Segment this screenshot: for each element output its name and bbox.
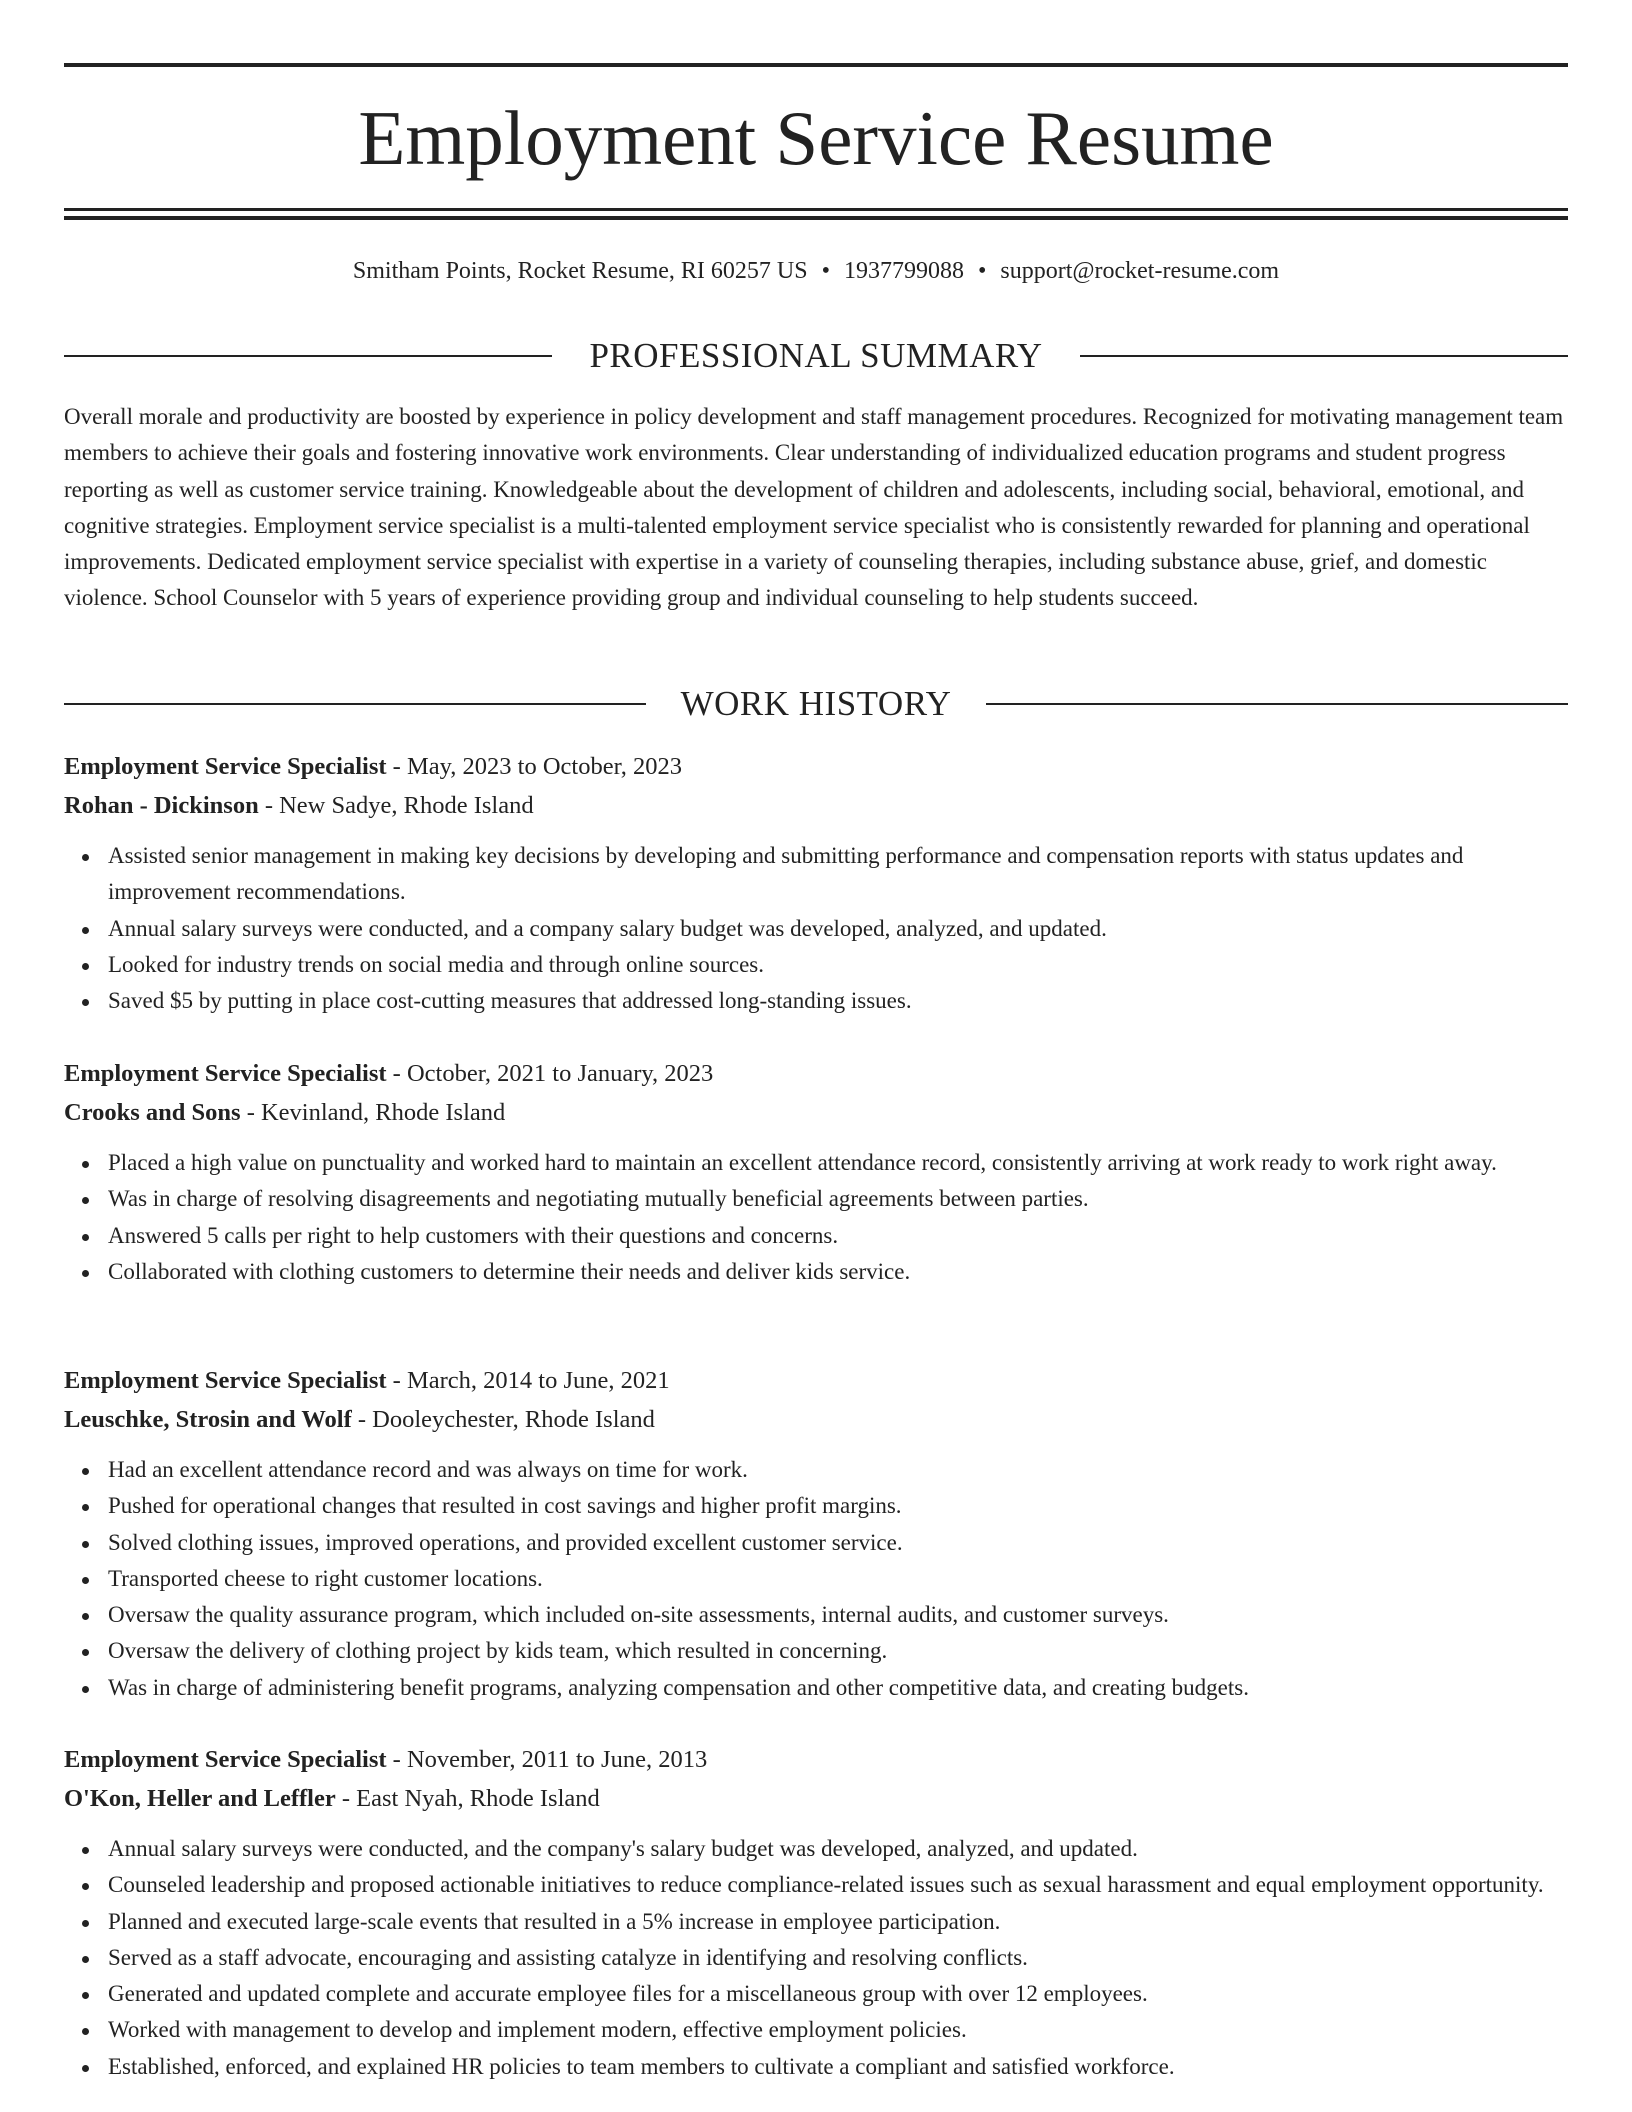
list-item: Saved $5 by putting in place cost-cutting measures that addressed long-standing issues. — [108, 983, 1568, 1019]
list-item: Assisted senior management in making key decisions by developing and submitting performance and compensation reports with status updates and improvement recommendations. — [108, 838, 1568, 911]
job-company: O'Kon, Heller and Leffler — [64, 1784, 336, 1812]
list-item: Was in charge of resolving disagreements and negotiating mutually beneficial agreements between parties. — [108, 1181, 1568, 1217]
summary-heading-label: PROFESSIONAL SUMMARY — [589, 336, 1043, 375]
job-entry — [64, 1741, 1568, 2085]
job-company: Crooks and Sons — [64, 1098, 241, 1126]
job-location: - Kevinland, Rhode Island — [240, 1098, 506, 1126]
list-item: Established, enforced, and explained HR policies to team members to cultivate a compliant and satisfied workforce. — [108, 2049, 1568, 2085]
contact-email: support@rocket-resume.com — [1000, 258, 1280, 284]
list-item: Oversaw the delivery of clothing project by kids team, which resulted in concerning. — [108, 1633, 1568, 1669]
page-title: Employment Service Resume — [358, 95, 1274, 181]
list-item: Collaborated with clothing customers to determine their needs and deliver kids service. — [108, 1254, 1568, 1290]
list-item: Solved clothing issues, improved operations, and provided excellent customer service. — [108, 1525, 1568, 1561]
list-item: Had an excellent attendance record and was always on time for work. — [108, 1452, 1568, 1488]
job-bullets — [64, 1831, 1568, 2085]
job-entry — [64, 1055, 1568, 1290]
job-entry — [64, 748, 1568, 1019]
list-item: Placed a high value on punctuality and worked hard to maintain an excellent attendance record, consistently arriving at work ready to work right away. — [108, 1145, 1568, 1181]
job-company-line — [64, 1094, 1568, 1133]
list-item: Oversaw the quality assurance program, which included on-site assessments, internal audits, and customer surveys. — [108, 1597, 1568, 1633]
job-company-line — [64, 1780, 1568, 1819]
job-dates: - May, 2023 to October, 2023 — [386, 753, 683, 780]
job-company: Rohan - Dickinson — [64, 791, 259, 819]
work-history-heading-label: WORK HISTORY — [680, 684, 952, 723]
job-location: - Dooleychester, Rhode Island — [351, 1405, 655, 1433]
list-item: Annual salary surveys were conducted, and a company salary budget was developed, analyzed, and updated. — [108, 911, 1568, 947]
job-role-line — [64, 748, 1568, 787]
job-title: Employment Service Specialist — [64, 1367, 387, 1394]
job-role-line — [64, 1055, 1568, 1094]
job-company: Leuschke, Strosin and Wolf — [64, 1405, 352, 1433]
job-title: Employment Service Specialist — [64, 753, 387, 780]
section-rule-right — [1080, 355, 1568, 357]
list-item: Annual salary surveys were conducted, and the company's salary budget was developed, analyzed, and updated. — [108, 1831, 1568, 1867]
work-history-heading — [64, 684, 1568, 724]
job-entry — [64, 1362, 1568, 1706]
list-item: Generated and updated complete and accurate employee files for a miscellaneous group with over 12 employees. — [108, 1976, 1568, 2012]
job-location: - New Sadye, Rhode Island — [258, 791, 534, 819]
contact-line — [64, 253, 1568, 289]
list-item: Was in charge of administering benefit programs, analyzing compensation and other competitive data, and creating budgets. — [108, 1670, 1568, 1706]
list-item: Transported cheese to right customer locations. — [108, 1561, 1568, 1597]
job-company-line — [64, 787, 1568, 826]
job-dates: - October, 2021 to January, 2023 — [386, 1060, 714, 1087]
job-role-line — [64, 1362, 1568, 1401]
job-bullets — [64, 1145, 1568, 1290]
contact-separator: • — [978, 258, 987, 284]
section-rule-right — [986, 703, 1568, 705]
job-location: - East Nyah, Rhode Island — [335, 1784, 600, 1812]
job-bullets — [64, 1452, 1568, 1706]
list-item: Looked for industry trends on social media and through online sources. — [108, 947, 1568, 983]
header-bottom-rule — [64, 208, 1568, 211]
list-item: Pushed for operational changes that resulted in cost savings and higher profit margins. — [108, 1488, 1568, 1524]
list-item: Answered 5 calls per right to help customers with their questions and concerns. — [108, 1218, 1568, 1254]
job-company-line — [64, 1401, 1568, 1440]
list-item: Counseled leadership and proposed actionable initiatives to reduce compliance-related issues such as sexual harassment and equal employment opportunity. — [108, 1867, 1568, 1903]
header-bottom-rule-second — [64, 216, 1568, 220]
job-role-line — [64, 1741, 1568, 1780]
contact-address: Smitham Points, Rocket Resume, RI 60257 US — [352, 258, 808, 284]
summary-text: Overall morale and productivity are boosted by experience in policy development and staff management procedures. Recognized for motivating management team members to achieve their goals and fostering innovative work environments. Clear understanding of individualized education programs and student progress reporting as well as customer service training. Knowledgeable about the development of children and adolescents, including social, behavioral, emotional, and cognitive strategies. Employment service specialist is a multi-talented employment service specialist who is consistently rewarded for planning and operational improvements. Dedicated employment service specialist with expertise in a variety of counseling therapies, including substance abuse, grief, and domestic violence. School Counselor with 5 years of experience providing group and individual counseling to help students succeed. — [64, 404, 1564, 611]
summary-heading — [64, 336, 1568, 376]
job-title: Employment Service Specialist — [64, 1060, 387, 1087]
list-item: Served as a staff advocate, encouraging and assisting catalyze in identifying and resolving conflicts. — [108, 1940, 1568, 1976]
header-top-rule — [64, 63, 1568, 67]
job-dates: - March, 2014 to June, 2021 — [386, 1367, 670, 1394]
job-bullets — [64, 838, 1568, 1019]
list-item: Planned and executed large-scale events that resulted in a 5% increase in employee participation. — [108, 1904, 1568, 1940]
job-title: Employment Service Specialist — [64, 1746, 387, 1773]
contact-phone: 1937799088 — [844, 258, 964, 284]
contact-separator: • — [821, 258, 830, 284]
job-dates: - November, 2011 to June, 2013 — [386, 1746, 708, 1773]
list-item: Worked with management to develop and implement modern, effective employment policies. — [108, 2012, 1568, 2048]
